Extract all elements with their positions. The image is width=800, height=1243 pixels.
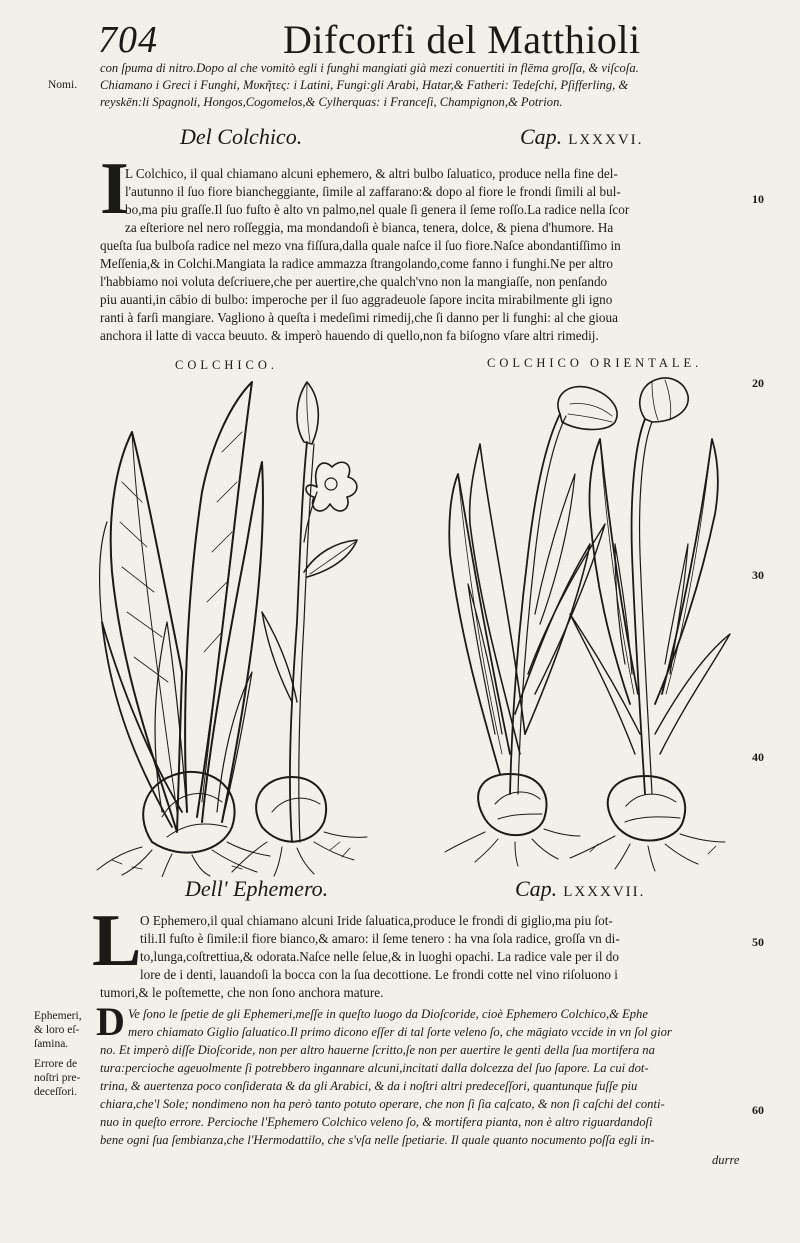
- line-number-50: 50: [752, 935, 764, 949]
- margin-note-errore-3: deceſſori.: [34, 1086, 78, 1098]
- commentary-line-5: trina, & auertenza poco conſiderata & da gli Arabici, & da i noſtri altri predeceſſori, quantunque fuſſe piu: [100, 1079, 638, 1093]
- woodcut-colchico: [92, 372, 372, 877]
- chapter-86-cap: [520, 124, 643, 150]
- commentary-line-7: nuo in queſto errore. Percioche l'Ephemero Colchico veleno ſo, & mortifera pianta, non è altro riguardandoſi: [100, 1115, 653, 1129]
- woodcut-colchico-orientale: [440, 374, 750, 874]
- top-line-2: Chiamano i Greci i Funghi, Μυκῆτες: i Latini, Fungi:gli Arabi, Hatar,& Fatheri: Tedeſchi, Pſifferling, &: [100, 78, 629, 92]
- chapter-86-title: Del Colchico.: [180, 124, 303, 149]
- chapter-87-cap-number: LXXXVII.: [563, 884, 646, 900]
- ch87-line-3: to,lunga,coſtrettiua,& odorata.Naſce nelle ſelue,& in luoghi opachi. La radice vale per il do: [140, 949, 619, 964]
- ch86-line-1: L Colchico, il qual chiamano alcuni ephemero, & altri bulbo ſaluatico, produce nella fine del-: [125, 166, 618, 181]
- running-title: Difcorfi del Matthioli: [283, 17, 641, 62]
- margin-note-errore-1: Errore de: [34, 1058, 78, 1070]
- ch86-line-3: bo,ma piu graſſe.Il ſuo fuſto è alto vn palmo,nel quale ſi genera il ſeme roſſo.La radice nella ſcor: [125, 202, 630, 217]
- ch86-line-5: queſta ſua bulboſa radice nel mezo vna fiſſura,dalla quale naſce il ſuo fiore.Naſce abondantiſſimo in: [100, 238, 621, 253]
- commentary-line-8: bene ogni ſua ſembianza,che l'Hermodattilo, che s'vſa nelle ſpetiarie. Il quale quanto nocumento poſſa egli in-: [100, 1133, 655, 1147]
- chapter-87-cap-label: Cap.: [515, 876, 558, 901]
- line-number-40: 40: [752, 750, 764, 764]
- line-number-30: 30: [752, 568, 764, 582]
- figure-caption-colchico: COLCHICO.: [175, 358, 279, 372]
- chapter-86-cap-number: LXXXVI.: [568, 132, 644, 148]
- top-line-1: con ſpuma di nitro.Dopo al che vomitò egli i funghi mangiati già mezi conuertiti in flēma groſſa, & viſcoſa.: [100, 61, 639, 75]
- ch86-line-4: za eſteriore nel nero roſſeggia, ma mondandoſi è bianca, tenera, dolce, & piena d'humore. Ha: [125, 220, 614, 235]
- drop-cap-I: I: [100, 148, 129, 230]
- commentary-line-2: mero chiamato Giglio ſaluatico.Il primo dicono eſſer di tal ſorte veleno ſo, che māgiato vccide in vn ſol gior: [128, 1025, 672, 1039]
- ch87-line-4: lore de i denti, lauandoſi la bocca con la ſua decottione. Le frondi cotte nel vino riſoluono i: [140, 967, 618, 982]
- catchword: durre: [712, 1153, 740, 1167]
- margin-note-nomi: Nomi.: [48, 79, 78, 91]
- line-number-20: 20: [752, 376, 764, 390]
- ch86-line-7: l'habbiamo noi voluta deſcriuere,che per auertire,che qualch'vno non la mangiaſſe, non penſando: [100, 274, 608, 289]
- chapter-87-title: Dell' Ephemero.: [185, 876, 329, 901]
- line-number-10: 10: [752, 192, 764, 206]
- ch87-line-2: tili.Il fuſto è ſimile:il fiore bianco,& amaro: il ſeme tenero : ha vna ſola radice, groſſa vn di-: [140, 931, 620, 946]
- ch87-line-1: O Ephemero,il qual chiamano alcuni Iride ſaluatica,produce le frondi di giglio,ma piu ſot-: [140, 913, 613, 928]
- chapter-87-cap: [515, 876, 645, 902]
- commentary-line-4: tura:percioche ageuolmente ſi potrebbero ingannare alcuni,incitati dalla dolcezza del ſuo ſapore. La cui dot-: [100, 1061, 649, 1075]
- ch87-line-5: tumori,& le poſtemette, che non ſono anchora mature.: [100, 985, 384, 1000]
- page-number: 704: [98, 19, 158, 61]
- ch86-line-9: ranti à farſi mangiare. Vagliono à queſta i medeſimi rimedij,che ſi danno per li funghi: al che gioua: [100, 310, 618, 325]
- figure-caption-colchico-orientale: COLCHICO ORIENTALE.: [487, 356, 703, 370]
- margin-note-errore-2: noſtri pre-: [34, 1072, 81, 1084]
- line-number-60: 60: [752, 1103, 764, 1117]
- margin-note-ephemeri-1: Ephemeri,: [34, 1010, 82, 1022]
- ch86-line-10: anchora il latte di vacca beuuto. & imperò hauendo di quello,non fa biſogno vſare altri rimedij.: [100, 328, 599, 343]
- ch86-line-2: l'autunno il ſuo fiore biancheggiante, ſimile al zaffarano:& dopo al fiore le frondi ſimili al bul-: [125, 184, 621, 199]
- margin-note-ephemeri-3: ſamina.: [34, 1038, 69, 1050]
- page-header: [98, 18, 758, 62]
- margin-note-ephemeri-2: & loro eſ-: [34, 1024, 80, 1036]
- ch86-line-6: Meſſenia,& in Colchi.Mangiata la radice ammazza ſtrangolando,come fanno i funghi.Ne per altro: [100, 256, 614, 271]
- commentary-line-6: chiara,che'l Sole; nondimeno non ha però tanto potuto operare, che non ſi ſia caſcato, & non ſi caſchi del conti-: [100, 1097, 665, 1111]
- drop-cap-L: L: [92, 900, 142, 982]
- ch86-line-8: piu auanti,in cābio di bulbo: imperoche per il ſuo aggradeuole ſapore incita mirabilmente gli igno: [100, 292, 613, 307]
- top-line-3: reyskēn:li Spagnoli, Hongos,Cogomelos,& Cylherquas: i Franceſi, Champignon,& Potrion.: [100, 95, 563, 109]
- drop-cap-D: D: [96, 999, 125, 1044]
- chapter-86-cap-label: Cap.: [520, 124, 563, 149]
- commentary-line-3: no. Et imperò diſſe Dioſcoride, non per altro hauerne ſcritto,ſe non per auertire le genti della ſua mortifera na: [100, 1043, 655, 1057]
- commentary-line-1: Ve ſono le ſpetie de gli Ephemeri,meſſe in queſto luogo da Dioſcoride, cioè Ephemero Colchico,& Ephe: [128, 1007, 648, 1021]
